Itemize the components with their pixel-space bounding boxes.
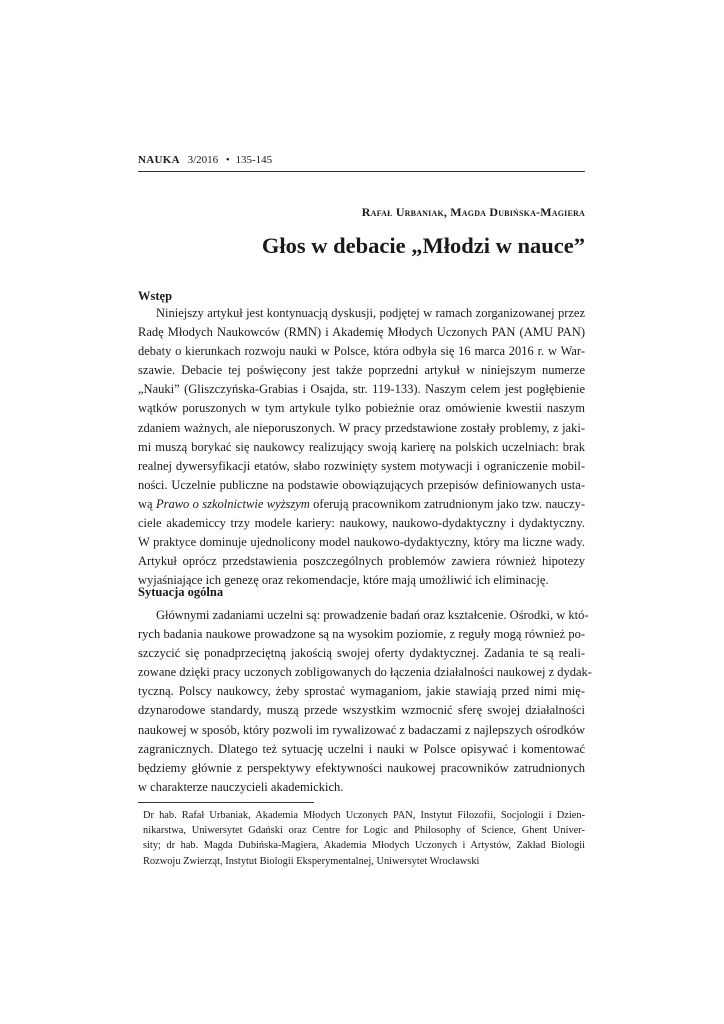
text-line: W praktyce dominuje ujednolicony model naukowo-dydaktyczny, który ma liczne wady. [138, 535, 585, 550]
text-line: Artykuł oprócz przedstawienia poszczególnych problemów zawiera również hipotezy [138, 554, 585, 569]
text-line: zdaniem ważnych, ale nieporuszonych. W pracy przedstawione zostały problemy, z jaki- [138, 420, 585, 435]
page-range: 135-145 [235, 154, 273, 166]
text-line: szawie. Debacie tej poświęcony jest także poprzedni artykuł w niniejszym numerze [138, 363, 585, 378]
footnote-line: Rozwoju Zwierząt, Instytut Biologii Eksperymentalnej, Uniwersytet Wrocławski [143, 855, 480, 867]
text-line: Radę Młodych Naukowców (RMN) i Akademię Młodych Uczonych PAN (AMU PAN) [138, 325, 585, 340]
text-line: zagranicznych. Dlatego też sytuację uczelni i nauki w Polsce opisywać i komentować [138, 741, 585, 756]
text-line: ności. Uczelnie publiczne na podstawie obowiązujących przepisów definiowanych usta- [138, 477, 585, 492]
section-heading-general: Sytuacja ogólna [138, 585, 224, 599]
text-line [138, 495, 585, 514]
header-bullet: • [225, 154, 230, 166]
footnote-line: Dr hab. Rafał Urbaniak, Akademia Młodych Uczonych PAN, Instytut Filozofii, Socjologii i Dzien- [143, 810, 585, 821]
text-line: Niniejszy artykuł jest kontynuacją dyskusji, podjętej w ramach zorganizowanej przez [156, 306, 585, 320]
article-authors: Rafał Urbaniak, Magda Dubińska-Magiera [361, 205, 585, 219]
journal-name: NAUKA [138, 154, 180, 166]
text-line: wątków poruszonych w tym artykule tylko pobieżnie oraz omówienie kwestii naszym [138, 401, 585, 416]
text-line: „Nauki” (Gliszczyńska-Grabias i Osajda, str. 119-133). Naszym celem jest pogłębienie [138, 382, 585, 397]
text-line: debaty o kierunkach rozwoju nauki w Polsce, która odbyła się 16 marca 2016 r. w War- [138, 344, 585, 359]
footnote-rule [138, 802, 314, 803]
text-line: Głównymi zadaniami uczelni są: prowadzenie badań oraz kształcenie. Ośrodki, w któ- [156, 608, 589, 622]
general-paragraph [138, 606, 592, 797]
text-line: mi muszą borykać się naukowcy realizujący swoją karierę na polskich uczelniach: brak [138, 439, 585, 454]
text-line: dzynarodowe standardy, muszą przede wszystkim wzmocnić sferę swojej działalności [138, 703, 585, 718]
footnote-line: sity; dr hab. Magda Dubińska-Magiera, Akademia Młodych Uczonych i Artystów, Zakład Biologii [143, 840, 585, 852]
text-line: realnej dywersyfikacji etatów, słabo rozwinięty system motywacji i ograniczenie mobil- [138, 458, 585, 473]
text-line: ciele akademiccy trzy modele kariery: naukowy, naukowo-dydaktyczny i dydaktyczny. [138, 516, 585, 531]
text-line: w charakterze nauczycieli akademickich. [138, 779, 344, 794]
journal-issue: 3/2016 [187, 154, 219, 166]
running-header [138, 154, 585, 167]
text-line: naukowej w sposób, który pozwoli im rywalizować z badaczami z najlepszych ośrodków [138, 722, 585, 737]
text-line: będziemy głównie z perspektywy efektywności naukowej pracowników zatrudnionych [138, 760, 585, 775]
article-title: Głos w debacie „Młodzi w nauce” [261, 233, 585, 258]
footnote-line: nikarstwa, Uniwersytet Gdański oraz Centre for Logic and Philosophy of Science, Ghent Univer- [143, 825, 585, 837]
intro-paragraph [138, 304, 585, 590]
article-page [138, 0, 592, 1024]
text-fragment: oferują pracownikom zatrudnionym jako tzw. nauczy- [309, 496, 586, 511]
header-rule [138, 171, 585, 172]
text-fragment: wą [138, 496, 156, 511]
text-line: zowane dzięki pracy uczonych zobligowanych do łączenia działalności naukowej z dydak- [138, 665, 592, 680]
text-line: rych badania naukowe prowadzone są na wysokim poziomie, z reguły mogą również po- [138, 627, 585, 642]
author-affiliations-footnote [138, 808, 585, 869]
text-line: tyczną. Polscy naukowcy, żeby sprostać wymaganiom, jakie stawiają przed nimi mię- [138, 684, 585, 699]
text-line: szczycić się ponadprzeciętną jakością swojej oferty dydaktycznej. Zadania te są reali- [138, 646, 585, 661]
text-line: wyjaśniające ich genezę oraz rekomendacje, które mają umożliwić ich eliminację. [138, 573, 549, 588]
section-heading-intro: Wstęp [138, 289, 173, 303]
law-title-italic: Prawo o szkolnictwie wyższym [155, 496, 310, 511]
